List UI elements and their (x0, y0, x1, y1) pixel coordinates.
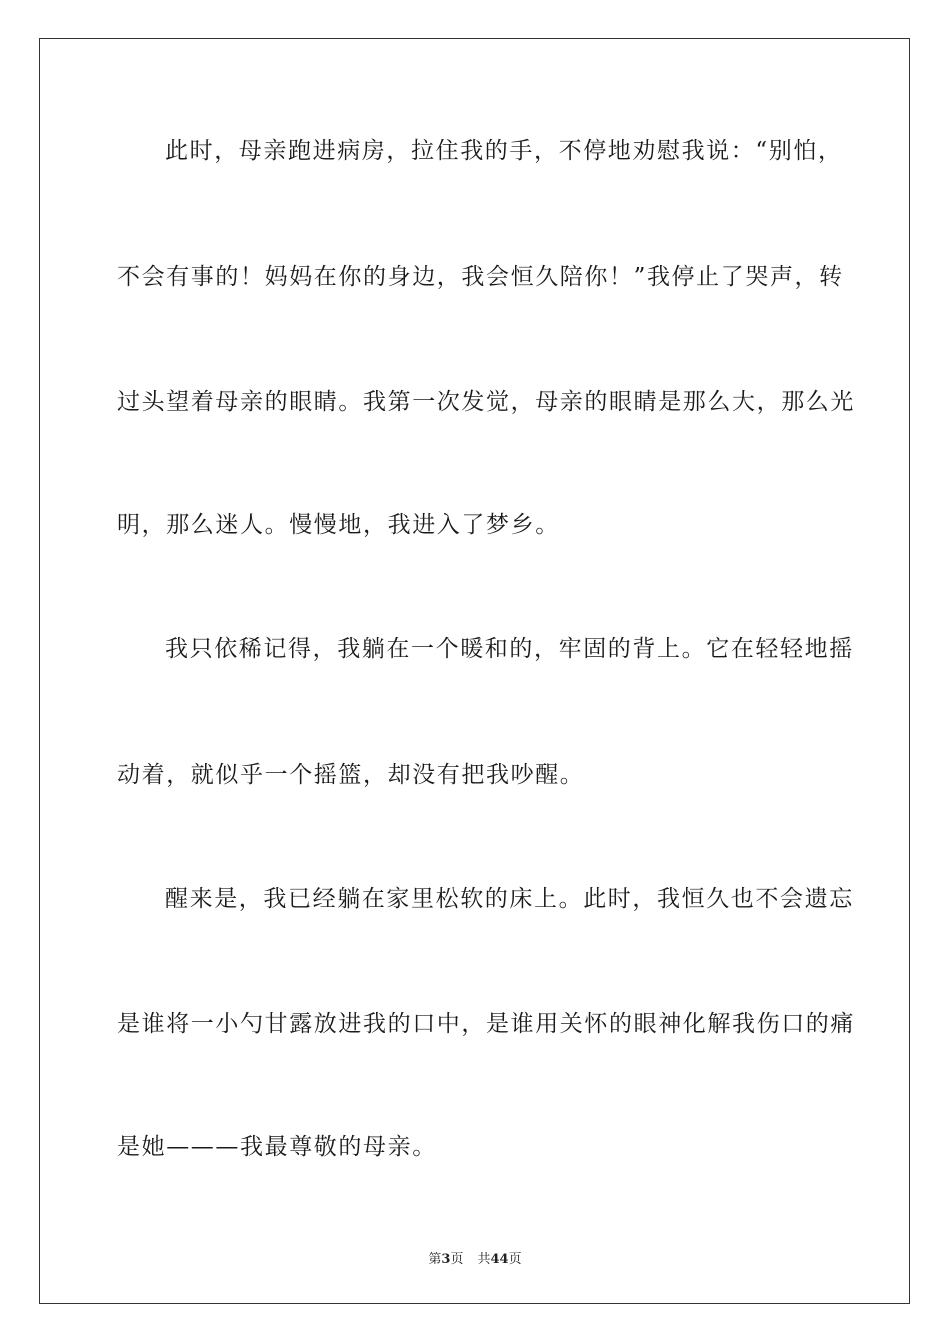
paragraph-3-line-2: 是谁将一小勺甘露放进我的口中，是谁用关怀的眼神化解我伤口的痛 (117, 1011, 855, 1037)
paragraph-2-line-2: 动着，就似乎一个摇篮，却没有把我吵醒。 (117, 762, 585, 788)
paragraph-1-line-1: 此时，母亲跑进病房，拉住我的手，不停地劝慰我说：“别怕， (165, 138, 843, 164)
paragraph-3-line-3: 是她———我最尊敬的母亲。 (117, 1134, 437, 1160)
footer-total-pages: 44 (490, 1252, 509, 1267)
footer-total-prefix: 共 (477, 1252, 491, 1267)
footer-page-number: 3 (441, 1252, 451, 1267)
paragraph-1-line-2: 不会有事的！妈妈在你的身边，我会恒久陪你！”我停止了哭声，转 (117, 264, 844, 290)
page-frame (39, 38, 910, 1304)
paragraph-3-line-1: 醒来是，我已经躺在家里松软的床上。此时，我恒久也不会遗忘 (165, 886, 854, 912)
footer-page-prefix: 第 (428, 1252, 442, 1267)
paragraph-2-line-1: 我只依稀记得，我躺在一个暖和的，牢固的背上。它在轻轻地摇 (165, 636, 854, 662)
page-footer (0, 1248, 950, 1267)
footer-page-suffix: 页 (450, 1252, 464, 1267)
footer-total-suffix: 页 (508, 1252, 522, 1267)
paragraph-1-line-3: 过头望着母亲的眼睛。我第一次发觉，母亲的眼睛是那么大，那么光 (117, 389, 855, 415)
paragraph-1-line-4: 明，那么迷人。慢慢地，我进入了梦乡。 (117, 512, 560, 538)
